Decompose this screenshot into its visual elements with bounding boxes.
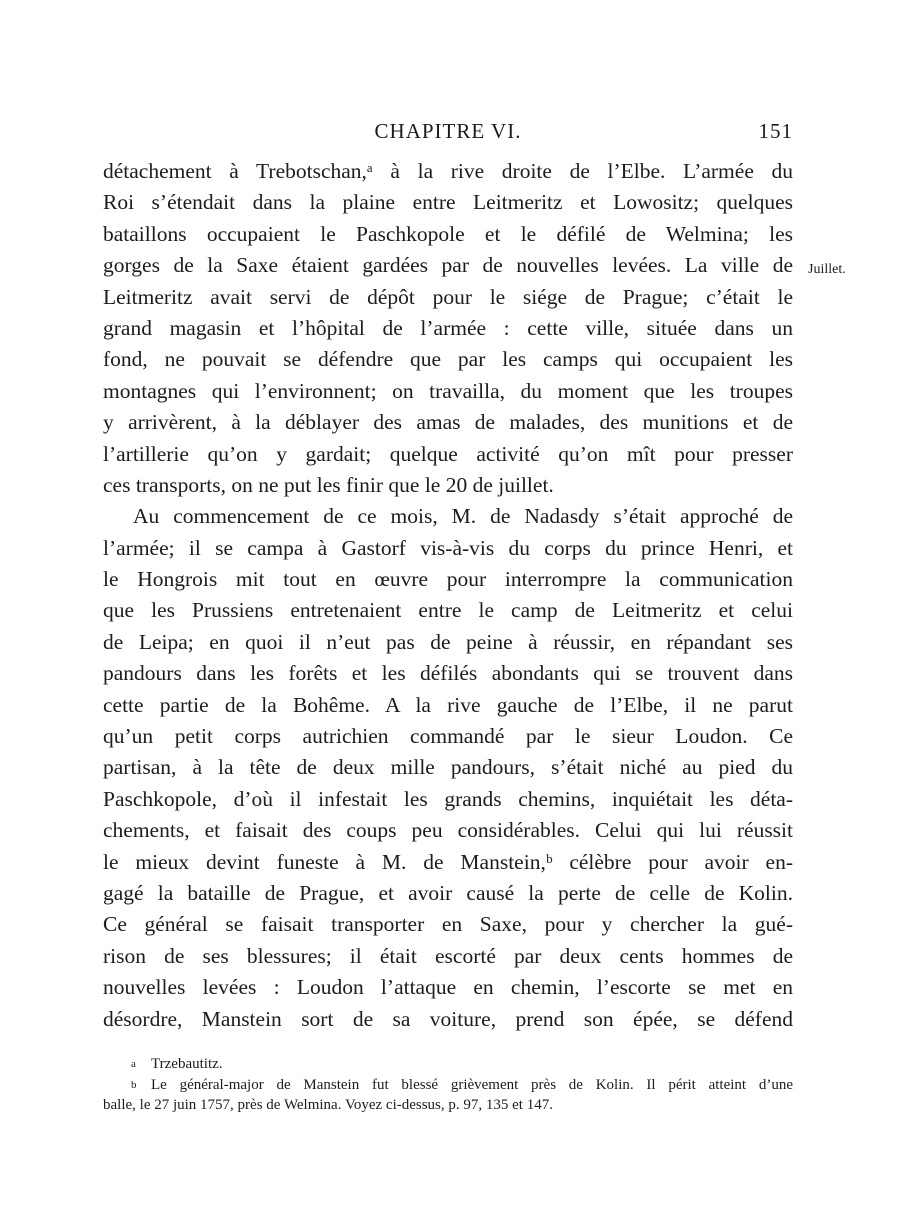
text-line: Paschkopole, d’où il infestait les grands chemins, inquiétait les déta- [103,786,793,811]
text-line: chements, et faisait des coups peu considérables. Celui qui lui réussit [103,818,793,843]
text-line: bataillons occupaient le Paschkopole et le défilé de Welmina; les [103,221,793,246]
footnote-text: Trzebautitz. [151,1056,223,1072]
text-line: ces transports, on ne put les finir que le 20 de juillet. [103,472,554,497]
text-line: pandours dans les forêts et les défilés abondants qui se trouvent dans [103,661,793,686]
footnote-b-continuation: balle, le 27 juin 1757, près de Welmina. Voyez ci-dessus, p. 97, 135 et 147. [103,1097,553,1113]
text-line: nouvelles levées : Loudon l’attaque en chemin, l’escorte se met en [103,975,793,1000]
text-line: Roi s’étendait dans la plaine entre Leitmeritz et Lowositz; quelques [103,190,793,215]
text-line: montagnes qui l’environnent; on travailla, du moment que les troupes [103,378,793,403]
chapter-title: CHAPITRE VI. [374,119,522,143]
text-line: gagé la bataille de Prague, et avoir causé la perte de celle de Kolin. [103,880,793,905]
text-line: désordre, Manstein sort de sa voiture, prend son épée, se défend [103,1006,793,1031]
text-line: Au commencement de ce mois, M. de Nadasdy s’était approché de [133,504,793,529]
footnote-marker: b [131,1078,137,1091]
text-line: détachement à Trebotschan,ᵃ à la rive droite de l’Elbe. L’armée du [103,159,793,183]
footnote-text: Le général-major de Manstein fut blessé grièvement près de Kolin. Il périt atteint d’une [151,1076,793,1093]
text-line: l’armée; il se campa à Gastorf vis-à-vis du corps du prince Henri, et [103,535,793,560]
text-line: que les Prussiens entretenaient entre le camp de Leitmeritz et celui [103,598,793,623]
running-head [103,116,793,146]
text-line: cette partie de la Bohême. A la rive gauche de l’Elbe, il ne parut [103,692,793,717]
footnote-b [103,1075,793,1096]
text-line: le Hongrois mit tout en œuvre pour interrompre la communication [103,567,793,592]
footnote-marker: a [131,1058,136,1070]
text-line: de Leipa; en quoi il n’eut pas de peine à réussir, en répandant ses [103,629,793,654]
margin-note-date: Juillet. [808,262,846,277]
text-line: fond, ne pouvait se défendre que par les camps qui occupaient les [103,347,793,372]
text-line: le mieux devint funeste à M. de Manstein,ᵇ célèbre pour avoir en- [103,849,793,874]
text-line: rison de ses blessures; il était escorté par deux cents hommes de [103,943,793,968]
text-line: Leitmeritz avait servi de dépôt pour le siége de Prague; c’était le [103,284,793,309]
text-line: l’artillerie qu’on y gardait; quelque activité qu’on mît pour presser [103,441,793,466]
text-line: y arrivèrent, à la déblayer des amas de malades, des munitions et de [103,410,793,435]
text-line: grand magasin et l’hôpital de l’armée : cette ville, située dans un [103,315,793,340]
text-line: qu’un petit corps autrichien commandé par le sieur Loudon. Ce [103,724,793,749]
text-line: Ce général se faisait transporter en Saxe, pour y chercher la gué- [103,912,793,937]
text-line: partisan, à la tête de deux mille pandours, s’était niché au pied du [103,755,793,780]
text-line: gorges de la Saxe étaient gardées par de nouvelles levées. La ville de [103,253,793,278]
footnote-a [103,1054,793,1075]
body-text [103,156,793,1035]
page-number: 151 [758,119,793,143]
footnotes [103,1054,793,1116]
